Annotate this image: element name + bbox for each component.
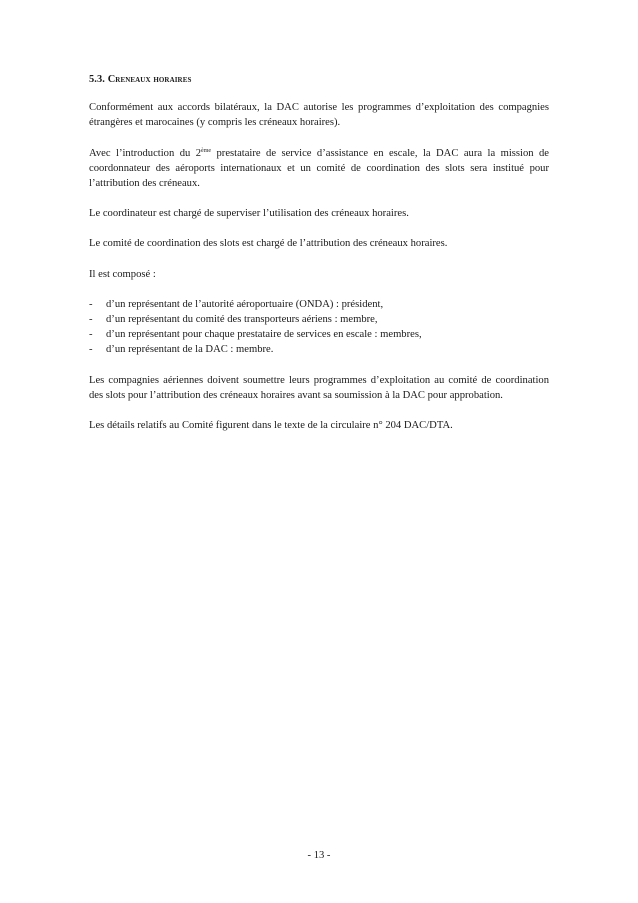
section-number: 5.3. (89, 74, 105, 85)
document-body (89, 72, 549, 448)
paragraph-6: Les compagnies aériennes doivent soumettre leurs programmes d’exploitation au comité de coordination des slots pour l’attribution des créneaux horaires avant sa soumission à la DAC pour approbation. (89, 374, 549, 401)
list-bullet: - (89, 344, 93, 356)
page-number: - 13 - (307, 850, 331, 861)
paragraph-7: Les détails relatifs au Comité figurent dans le texte de la circulaire n° 204 DAC/DTA. (89, 420, 453, 432)
committee-members-list (89, 297, 549, 358)
list-item (89, 312, 549, 327)
paragraph-2 (89, 146, 549, 192)
list-item-text: d’un représentant du comité des transporteurs aériens : membre, (106, 314, 378, 326)
list-bullet: - (89, 314, 93, 326)
list-item-text: d’un représentant pour chaque prestataire de services en escale : membres, (106, 329, 422, 341)
list-item (89, 342, 549, 357)
paragraph-2-end: prestataire de service d’assistance en escale, la DAC aura la mission de coordonnateur des aéroports internationaux et un comité de coordination des slots sera institué pour l’attribution des créneaux. (89, 147, 550, 190)
paragraph-1: Conformément aux accords bilatéraux, la DAC autorise les programmes d’exploitation des compagnies étrangères et marocaines (y compris les créneaux horaires). (89, 102, 549, 129)
paragraph-5: Il est composé : (89, 268, 156, 280)
list-item (89, 297, 549, 312)
paragraph-2-start: Avec l’introduction du 2 (89, 147, 202, 159)
list-bullet: - (89, 329, 93, 341)
section-title: Creneaux horaires (107, 74, 192, 85)
list-item-text: d’un représentant de la DAC : membre. (106, 344, 274, 356)
list-bullet: - (89, 298, 93, 310)
list-item-text: d’un représentant de l’autorité aéroportuaire (ONDA) : président, (106, 298, 384, 310)
section-heading (89, 72, 549, 87)
list-item (89, 327, 549, 342)
paragraph-3: Le coordinateur est chargé de superviser l’utilisation des créneaux horaires. (89, 208, 409, 220)
ordinal-superscript: ème (201, 147, 212, 154)
paragraph-4: Le comité de coordination des slots est chargé de l’attribution des créneaux horaires. (89, 238, 448, 250)
